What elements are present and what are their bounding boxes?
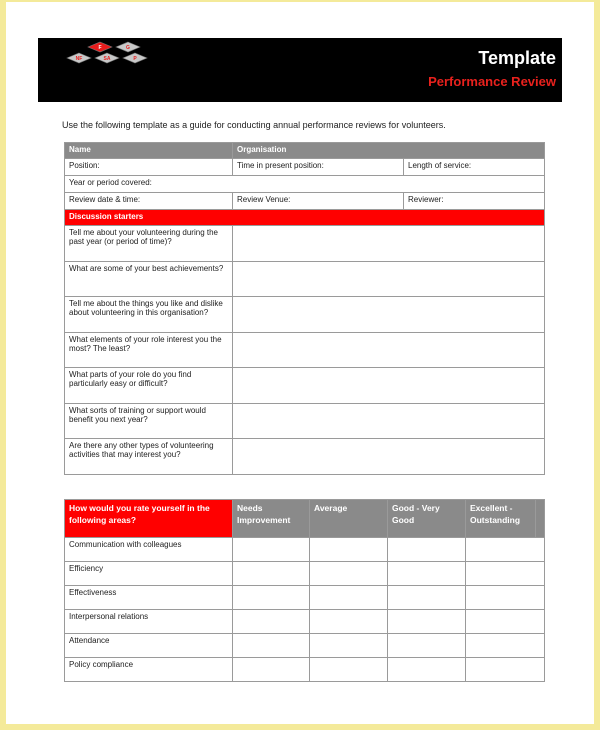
rating-cell[interactable] [388, 586, 466, 610]
rating-area-label: Communication with colleagues [65, 538, 233, 562]
answer-field[interactable] [233, 439, 545, 475]
rating-cell[interactable] [310, 634, 388, 658]
rating-cell[interactable] [310, 610, 388, 634]
rating-cell[interactable] [388, 538, 466, 562]
logo-tile-g: G [126, 45, 130, 51]
rating-cell[interactable] [233, 658, 310, 682]
document-header [38, 38, 562, 102]
rating-area-label: Efficiency [65, 562, 233, 586]
question-label: Tell me about your volunteering during the past year (or period of time)? [65, 226, 233, 262]
rating-area-label: Interpersonal relations [65, 610, 233, 634]
document-page [6, 2, 594, 724]
question-label: What sorts of training or support would benefit you next year? [65, 404, 233, 439]
rating-cell[interactable] [233, 562, 310, 586]
review-venue-field[interactable]: Review Venue: [233, 193, 404, 210]
rating-cell[interactable] [466, 658, 545, 682]
rating-cell[interactable] [388, 562, 466, 586]
header-subtitle: Performance Review [428, 74, 556, 89]
rating-area-label: Policy compliance [65, 658, 233, 682]
name-header: Name [65, 143, 233, 159]
rating-area-label: Effectiveness [65, 586, 233, 610]
average-header: Average [310, 500, 388, 538]
needs-improvement-header: Needs Improvement [233, 500, 310, 538]
answer-field[interactable] [233, 226, 545, 262]
logo-tile-p: P [133, 56, 137, 62]
logo-tile-nf: NF [75, 56, 83, 62]
reviewer-field[interactable]: Reviewer: [404, 193, 545, 210]
rating-cell[interactable] [310, 586, 388, 610]
answer-field[interactable] [233, 404, 545, 439]
organisation-header: Organisation [233, 143, 545, 159]
length-of-service-field[interactable]: Length of service: [404, 159, 545, 176]
rating-cell[interactable] [233, 538, 310, 562]
rating-question-header: How would you rate yourself in the following areas? [65, 500, 233, 538]
rating-cell[interactable] [388, 658, 466, 682]
time-in-position-field[interactable]: Time in present position: [233, 159, 404, 176]
rating-cell[interactable] [466, 610, 545, 634]
question-label: What elements of your role interest you the most? The least? [65, 333, 233, 368]
info-table [64, 142, 545, 475]
intro-text: Use the following template as a guide for conducting annual performance reviews for volunteers. [62, 120, 446, 130]
question-label: What parts of your role do you find particularly easy or difficult? [65, 368, 233, 404]
answer-field[interactable] [233, 297, 545, 333]
position-field[interactable]: Position: [65, 159, 233, 176]
header-spacer [536, 500, 545, 538]
rating-cell[interactable] [466, 538, 545, 562]
rating-area-label: Attendance [65, 634, 233, 658]
rating-cell[interactable] [466, 586, 545, 610]
logo-tile-f: F [98, 45, 102, 51]
period-covered-field[interactable]: Year or period covered: [65, 176, 545, 193]
review-date-field[interactable]: Review date & time: [65, 193, 233, 210]
good-very-good-header: Good - Very Good [388, 500, 466, 538]
answer-field[interactable] [233, 333, 545, 368]
rating-cell[interactable] [233, 586, 310, 610]
excellent-outstanding-header: Excellent - Outstanding [466, 500, 536, 538]
logo-tile-sa: SA [103, 56, 111, 62]
rating-cell[interactable] [310, 538, 388, 562]
question-label: Are there any other types of volunteering activities that may interest you? [65, 439, 233, 475]
discussion-starters-header: Discussion starters [65, 210, 545, 226]
rating-cell[interactable] [310, 562, 388, 586]
rating-cell[interactable] [388, 610, 466, 634]
rating-cell[interactable] [233, 610, 310, 634]
answer-field[interactable] [233, 262, 545, 297]
question-label: Tell me about the things you like and dislike about volunteering in this organisation? [65, 297, 233, 333]
rating-cell[interactable] [388, 634, 466, 658]
rating-table [64, 499, 545, 682]
logo [52, 39, 182, 79]
question-label: What are some of your best achievements? [65, 262, 233, 297]
rating-cell[interactable] [466, 634, 545, 658]
rating-cell[interactable] [233, 634, 310, 658]
rating-cell[interactable] [310, 658, 388, 682]
header-title: Template [478, 48, 556, 68]
rating-cell[interactable] [466, 562, 545, 586]
answer-field[interactable] [233, 368, 545, 404]
